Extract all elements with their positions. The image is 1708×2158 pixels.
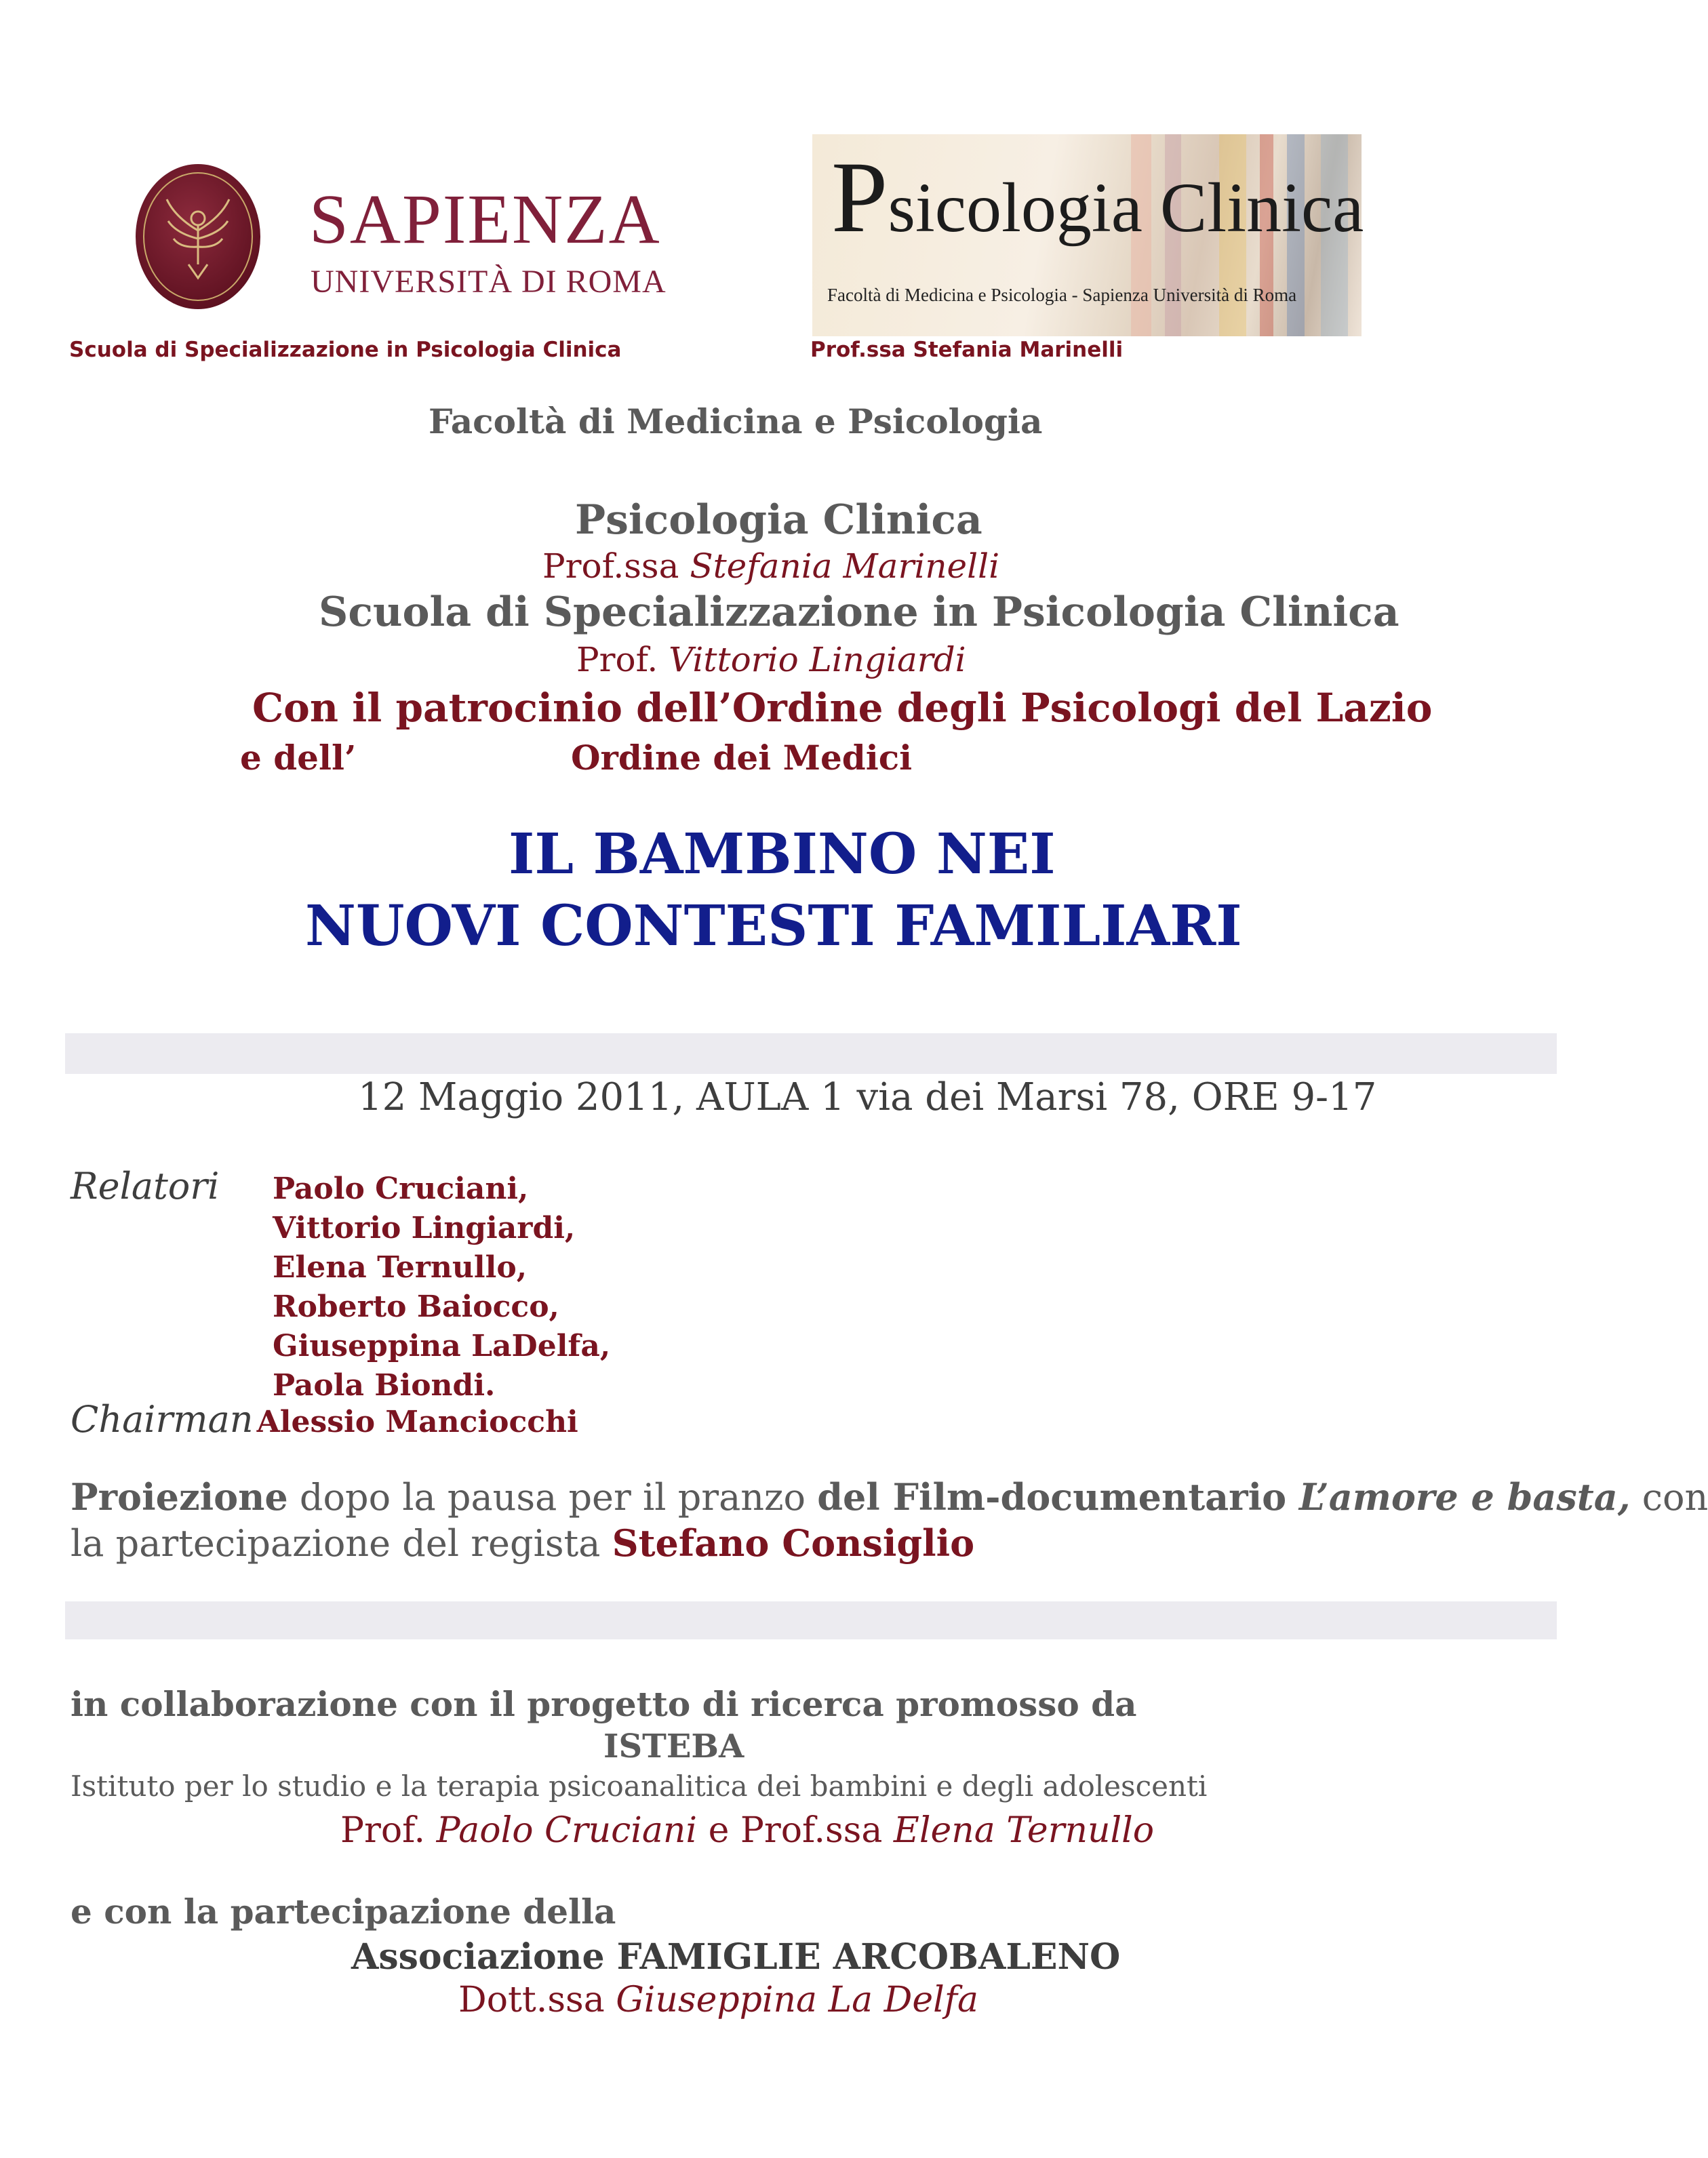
header-right-caption: Prof.ssa Stefania Marinelli: [810, 338, 1124, 362]
prof-marinelli-title: Prof.ssa: [542, 546, 679, 586]
prof-ternullo-name: Elena Ternullo: [893, 1810, 1155, 1851]
faculty-heading: Facoltà di Medicina e Psicologia: [429, 401, 1043, 441]
divider-band-top: [65, 1033, 1557, 1074]
projection-line1: [71, 1475, 1708, 1519]
prof-lingiardi-name: Vittorio Lingiardi: [669, 640, 966, 679]
prof-cruciani-title: Prof.: [340, 1810, 426, 1851]
sapienza-logo-name: SAPIENZA: [309, 180, 661, 258]
prof-cruciani-name: Paolo Cruciani: [436, 1810, 698, 1851]
film-title: L’amore e basta,: [1298, 1475, 1631, 1519]
event-title-line1: IL BAMBINO NEI: [509, 822, 1056, 887]
psicologia-logo-subtitle: Facoltà di Medicina e Psicologia - Sapienza Università di Roma: [827, 285, 1297, 305]
chairman-name: Alessio Manciocchi: [256, 1405, 578, 1439]
speaker-name: Giuseppina LaDelfa,: [273, 1329, 611, 1363]
speaker-name: Vittorio Lingiardi,: [273, 1211, 576, 1245]
prof-marinelli-name: Stefania Marinelli: [690, 546, 1000, 586]
projection-film-label: del Film-documentario: [817, 1475, 1299, 1519]
collaboration-intro: in collaborazione con il progetto di ricerca promosso da: [71, 1684, 1137, 1724]
divider-band-bottom: [65, 1601, 1557, 1639]
association-name: FAMIGLIE ARCOBALENO: [604, 1936, 1121, 1978]
isteba-name: ISTEBA: [603, 1727, 744, 1765]
patronage-line: Con il patrocinio dell’Ordine degli Psicologi del Lazio: [252, 685, 1433, 731]
projection-director-text: la partecipazione del regista: [71, 1522, 612, 1565]
speaker-name: Paola Biondi.: [273, 1368, 496, 1403]
prof-lingiardi-title: Prof.: [576, 640, 658, 679]
chairman-label: Chairman: [71, 1398, 254, 1441]
event-title-line2: NUOVI CONTESTI FAMILIARI: [305, 894, 1242, 959]
sapienza-logo-subtitle: UNIVERSITÀ DI ROMA: [311, 264, 667, 300]
speaker-name: Elena Ternullo,: [273, 1250, 528, 1285]
psicologia-clinica-heading: Psicologia Clinica: [575, 496, 982, 544]
isteba-full-name: Istituto per lo studio e la terapia psicoanalitica dei bambini e degli adolescenti: [71, 1770, 1208, 1803]
header-left-caption: Scuola di Specializzazione in Psicologia Clinica: [69, 338, 622, 362]
psicologia-logo-initial: P: [831, 141, 888, 254]
isteba-professors: [340, 1810, 1154, 1851]
projection-line2: [71, 1521, 974, 1565]
psicologia-clinica-logo: [812, 134, 1362, 336]
association-label: Associazione: [351, 1936, 605, 1978]
projection-text: dopo la pausa per il pranzo: [287, 1476, 818, 1519]
chairman-line: [71, 1398, 578, 1441]
patronage-second-left: e dell’: [240, 738, 357, 778]
event-date-location: 12 Maggio 2011, AULA 1 via dei Marsi 78, ORE 9-17: [358, 1075, 1377, 1119]
prof-marinelli-line: [542, 546, 999, 586]
dott-title: Dott.ssa: [458, 1980, 605, 2020]
scuola-heading: Scuola di Specializzazione in Psicologia Clinica: [319, 588, 1399, 636]
participation-intro: e con la partecipazione della: [71, 1892, 616, 1932]
projection-con: con: [1630, 1476, 1708, 1519]
sapienza-seal-logo: [134, 163, 262, 311]
association-line: [351, 1936, 1120, 1978]
director-name: Stefano Consiglio: [612, 1521, 975, 1565]
projection-label: Proiezione: [71, 1475, 288, 1519]
dott-la-delfa-line: [458, 1980, 978, 2020]
speaker-name: Roberto Baiocco,: [273, 1290, 559, 1324]
psicologia-logo-title: sicologia Clinica: [888, 169, 1364, 247]
speakers-label: Relatori: [71, 1165, 220, 1207]
speakers-list: [273, 1170, 610, 1405]
speaker-name: Paolo Cruciani,: [273, 1172, 529, 1206]
prof-and-text: e Prof.ssa: [697, 1810, 894, 1851]
patronage-second-right: Ordine dei Medici: [571, 738, 913, 778]
prof-lingiardi-line: [576, 640, 966, 679]
dott-name: Giuseppina La Delfa: [616, 1980, 978, 2020]
